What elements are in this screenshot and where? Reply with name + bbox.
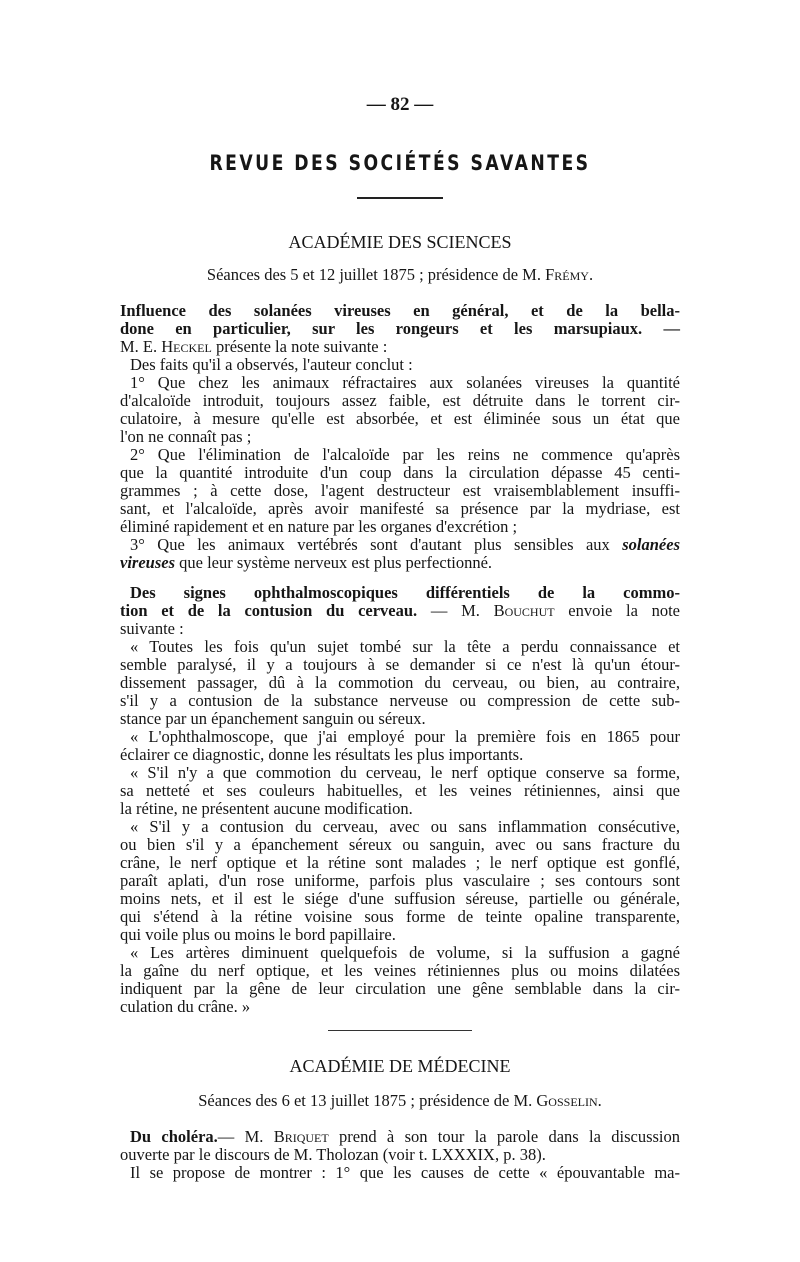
section-title-sciences: ACADÉMIE DES SCIENCES xyxy=(288,232,512,252)
body-line: qui voile plus ou moins le bord papillaire. xyxy=(120,925,396,944)
body-text: — M. xyxy=(217,1127,274,1146)
body-line: sant, et l'alcaloïde, après avoir manifesté sa présence par la mydriase, est xyxy=(120,499,680,518)
body-line: « L'ophthalmoscope, que j'ai employé pour la première fois en 1865 pour xyxy=(130,727,680,746)
title-rule xyxy=(357,197,443,199)
article-title-line-2: done en particulier, sur les rongeurs et les marsupiaux. — xyxy=(120,319,680,338)
body-line: 1° Que chez les animaux réfractaires aux solanées vireuses la quantité xyxy=(130,373,680,392)
italic-term: vireuses xyxy=(120,553,175,572)
article2-title-bold: tion et de la contusion du cerveau. xyxy=(120,601,418,620)
body-line: sa netteté et ses couleurs habituelles, et les veines rétiniennes, ainsi que xyxy=(120,781,680,800)
body-line: la rétine, ne présentent aucune modification. xyxy=(120,799,413,818)
body-line: moins nets, et il est le siége d'une suffusion séreuse, partielle ou générale, xyxy=(120,889,680,908)
body-line: d'alcaloïde introduit, toujours assez faible, est détruite dans le torrent cir- xyxy=(120,391,680,410)
body-text: prend à son tour la parole dans la discussion xyxy=(328,1127,681,1146)
body-line: s'il y a contusion de la substance nerveuse ou compression de cette sub- xyxy=(120,691,680,710)
italic-term: solanées xyxy=(622,535,680,554)
body-line: ou bien s'il y a épanchement séreux ou sanguin, avec ou sans fracture du xyxy=(120,835,680,854)
body-line: culatoire, à mesure qu'elle est absorbée, et est éliminée sous un état que xyxy=(120,409,680,428)
session-text: Séances des 5 et 12 juillet 1875 ; présidence de M. xyxy=(206,265,546,284)
body-line: suivante : xyxy=(120,619,184,638)
body-line: qui s'étend à la rétine voisine sous forme de teinte opaline transparente, xyxy=(120,907,680,926)
article2-title-line-1: Des signes ophthalmoscopiques différentiels de la commo- xyxy=(130,583,680,602)
session-line-sciences xyxy=(120,266,680,284)
body-line: 2° Que l'élimination de l'alcaloïde par les reins ne commence qu'après xyxy=(130,445,680,464)
intro-end: présente la note suivante : xyxy=(211,337,388,356)
body-line: éclairer ce diagnostic, donne les résultats les plus importants. xyxy=(120,745,524,764)
body-line: grammes ; à cette dose, l'agent destructeur est vraisemblablement insuffi- xyxy=(120,481,680,500)
body-line: « S'il n'y a que commotion du cerveau, le nerf optique conserve sa forme, xyxy=(130,763,680,782)
intro-line xyxy=(120,338,387,356)
section-divider xyxy=(328,1030,472,1031)
page-number: — 82 — xyxy=(366,94,434,115)
article2-title-end: envoie la note xyxy=(554,601,680,620)
author-name: Bouchut xyxy=(493,601,555,620)
body-line xyxy=(130,536,680,554)
author-name: Briquet xyxy=(273,1127,329,1146)
body-line: « Toutes les fois qu'un sujet tombé sur la tête a perdu connaissance et xyxy=(130,637,680,656)
body-line: « Les artères diminuent quelquefois de volume, si la suffusion a gagné xyxy=(130,943,680,962)
body-line: l'on ne connaît pas ; xyxy=(120,427,252,446)
body-line: que la quantité introduite d'un coup dans la circulation dépasse 45 centi- xyxy=(120,463,680,482)
body-text: que leur système nerveux est plus perfectionné. xyxy=(175,553,493,572)
article2-title-line-2 xyxy=(120,602,680,620)
article3-title: Du choléra. xyxy=(130,1127,218,1146)
intro-text: M. E. xyxy=(120,337,162,356)
body-line xyxy=(120,554,492,572)
body-line: dissement passager, dû à la commotion du cerveau, ou bien, au contraire, xyxy=(120,673,680,692)
body-line: culation du crâne. » xyxy=(120,997,251,1016)
president-name: Frémy xyxy=(545,265,589,284)
body-line xyxy=(130,1128,680,1146)
body-line: ouverte par le discours de M. Tholozan (voir t. LXXXIX, p. 38). xyxy=(120,1145,546,1164)
body-line: crâne, le nerf optique et la rétine sont malades ; le nerf optique est gonflé, xyxy=(120,853,680,872)
session-text: Séances des 6 et 13 juillet 1875 ; présidence de M. xyxy=(198,1091,537,1110)
session-end: . xyxy=(588,265,594,284)
body-line: « S'il y a contusion du cerveau, avec ou sans inflammation consécutive, xyxy=(130,817,680,836)
body-line: semble paralysé, il y a toujours à se demander si ce n'est là qu'un étour- xyxy=(120,655,680,674)
session-end: . xyxy=(597,1091,602,1110)
session-line-medecine xyxy=(120,1092,680,1110)
body-line: la gaîne du nerf optique, et les veines rétiniennes plus ou moins dilatées xyxy=(120,961,680,980)
body-line: stance par un épanchement sanguin ou séreux. xyxy=(120,709,426,728)
section-title-medecine: ACADÉMIE DE MÉDECINE xyxy=(289,1056,511,1076)
president-name: Gosselin xyxy=(536,1091,598,1110)
article-title-line-1: Influence des solanées vireuses en général, et de la bella- xyxy=(120,301,680,320)
author-name: Heckel xyxy=(161,337,212,356)
running-title: REVUE DES SOCIÉTÉS SAVANTES xyxy=(209,151,591,175)
body-line: indiquent par la gêne de leur circulation une gêne semblable dans la cir- xyxy=(120,979,680,998)
article2-title-text: — M. xyxy=(417,601,494,620)
body-line: éliminé rapidement et en nature par les organes d'excrétion ; xyxy=(120,517,518,536)
body-text: 3° Que les animaux vertébrés sont d'autant plus sensibles aux xyxy=(130,535,623,554)
body-line: Il se propose de montrer : 1° que les causes de cette « épouvantable ma- xyxy=(130,1163,680,1182)
body-line: paraît aplati, d'un rose uniforme, parfois plus vasculaire ; ses contours sont xyxy=(120,871,680,890)
body-line: Des faits qu'il a observés, l'auteur conclut : xyxy=(130,355,413,374)
